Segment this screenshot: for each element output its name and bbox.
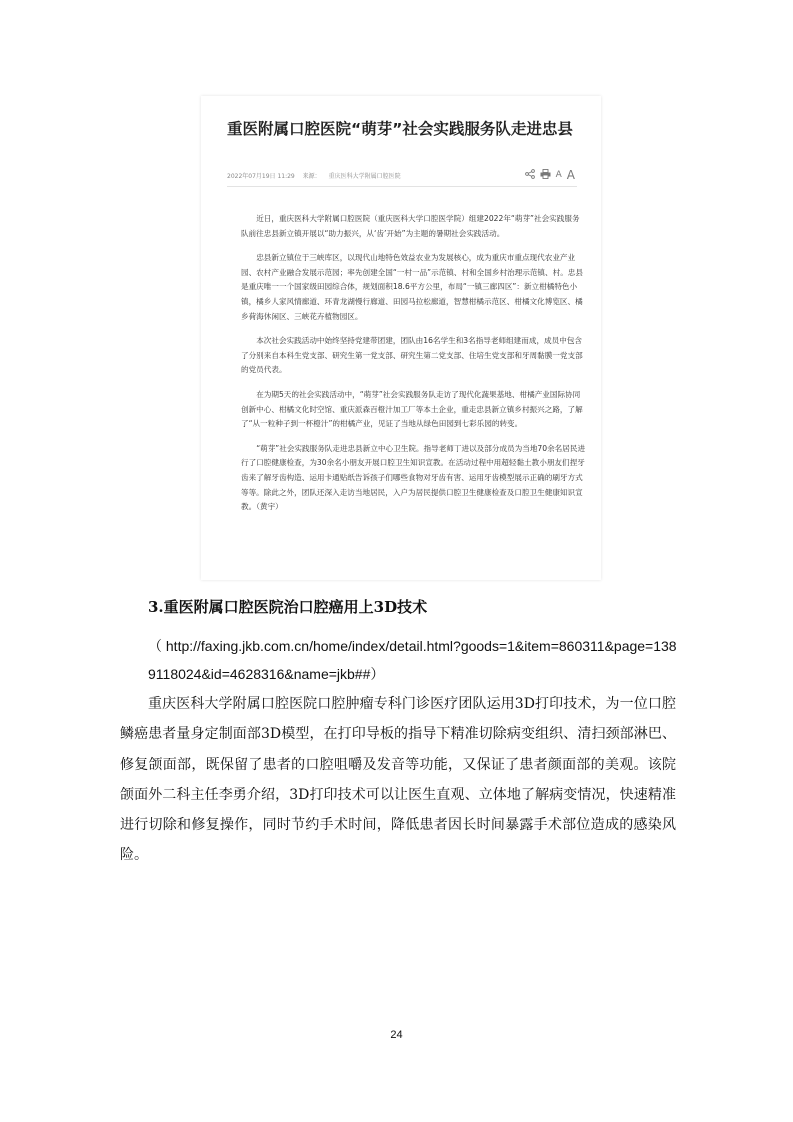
- article-paragraph: 近日，重庆医科大学附属口腔医院（重庆医科大学口腔医学院）组建2022年“萌芽”社会实践服务队前往忠县新立镇开展以“助力振兴，从‘齿’开始”为主题的暑期社会实践活动。: [241, 214, 580, 238]
- article-body: [241, 212, 586, 525]
- article-date: 2022年07月19日 11:29: [227, 173, 295, 180]
- share-icon[interactable]: [525, 169, 535, 182]
- print-icon[interactable]: [540, 169, 551, 182]
- divider: [227, 186, 577, 187]
- article-paragraph: 在为期5天的社会实践活动中，“萌芽”社会实践服务队走访了现代化蔬果基地、柑橘产业国际协同创新中心、柑橘文化时空馆、重庆派森百橙汁加工厂等本土企业，重走忠县新立镇乡村振兴之路，了解了“从一粒种子到一杯橙汁”的柑橘产业，见证了当地从绿色田园到七彩乐园的转变。: [241, 389, 583, 429]
- source-link[interactable]: （ http://faxing.jkb.com.cn/home/index/detail.html?goods=1&item=860311&page=1389118024&id=4628316&name=jkb##）: [148, 638, 677, 682]
- article-paragraph: “萌芽”社会实践服务队走进忠县新立中心卫生院。指导老师丁进以及部分成员为当地70余名居民进行了口腔健康检查，为30余名小朋友开展口腔卫生知识宣教。在活动过程中用超轻黏土教小朋友们捏牙齿来了解牙齿构造、运用卡通贴纸告诉孩子们哪些食物对牙齿有害、运用牙齿模型展示正确的刷牙方式等等。除此之外，团队还深入走访当地居民，入户为居民提供口腔卫生健康检查及口腔卫生健康知识宣教。（黄宇）: [241, 443, 586, 512]
- article-meta: [227, 171, 407, 180]
- article-source-name: 重庆医科大学附属口腔医院: [328, 173, 401, 180]
- article-screenshot: [201, 96, 601, 580]
- font-decrease-icon[interactable]: A: [555, 170, 562, 180]
- font-increase-icon[interactable]: A: [566, 168, 575, 182]
- article-source-label: 来源：: [302, 173, 321, 180]
- section-paragraph: 重庆医科大学附属口腔医院口腔肿瘤专科门诊医疗团队运用3D打印技术，为一位口腔鳞癌患者量身定制面部3D模型，在打印导板的指导下精准切除病变组织、清扫颈部淋巴、修复颌面部，既保留了患者的口腔咀嚼及发音等功能，又保证了患者颜面部的美观。该院颌面外二科主任李勇介绍，3D打印技术可以让医生直观、立体地了解病变情况，快速精准进行切除和修复操作，同时节约手术时间，降低患者因长时间暴露手术部位造成的感染风险。: [120, 696, 676, 864]
- section-heading: 3.重医附属口腔医院治口腔癌用上3D技术: [148, 598, 428, 616]
- article-title: 重医附属口腔医院“萌芽”社会实践服务队走进忠县: [227, 120, 573, 138]
- article-paragraph: 忠县新立镇位于三峡库区，以现代山地特色效益农业为发展核心，成为重庆市重点现代农业产业园、农村产业融合发展示范园；率先创建全国“一村一品”示范镇、村和全国乡村治理示范镇、村。忠县是重庆唯一一个国家级田园综合体，规划面积18.6平方公里，布局“一镇三廊四区”：新立柑橘特色小镇，橘乡人家风情廊道、环青龙湖慢行廊道、田园马拉松廊道，智慧柑橘示范区、柑橘文化博览区、橘乡荷海休闲区、三峡花卉植物园区。: [241, 253, 583, 321]
- page-number: 24: [390, 1029, 403, 1041]
- article-paragraph: 本次社会实践活动中始终坚持党建带团建，团队由16名学生和3名指导老师组建而成，成员中包含了分别来自本科生党支部、研究生第一党支部、研究生第二党支部、住培生党支部和牙周黏膜一党支部的党员代表。: [241, 336, 583, 375]
- article-tools: [525, 168, 575, 182]
